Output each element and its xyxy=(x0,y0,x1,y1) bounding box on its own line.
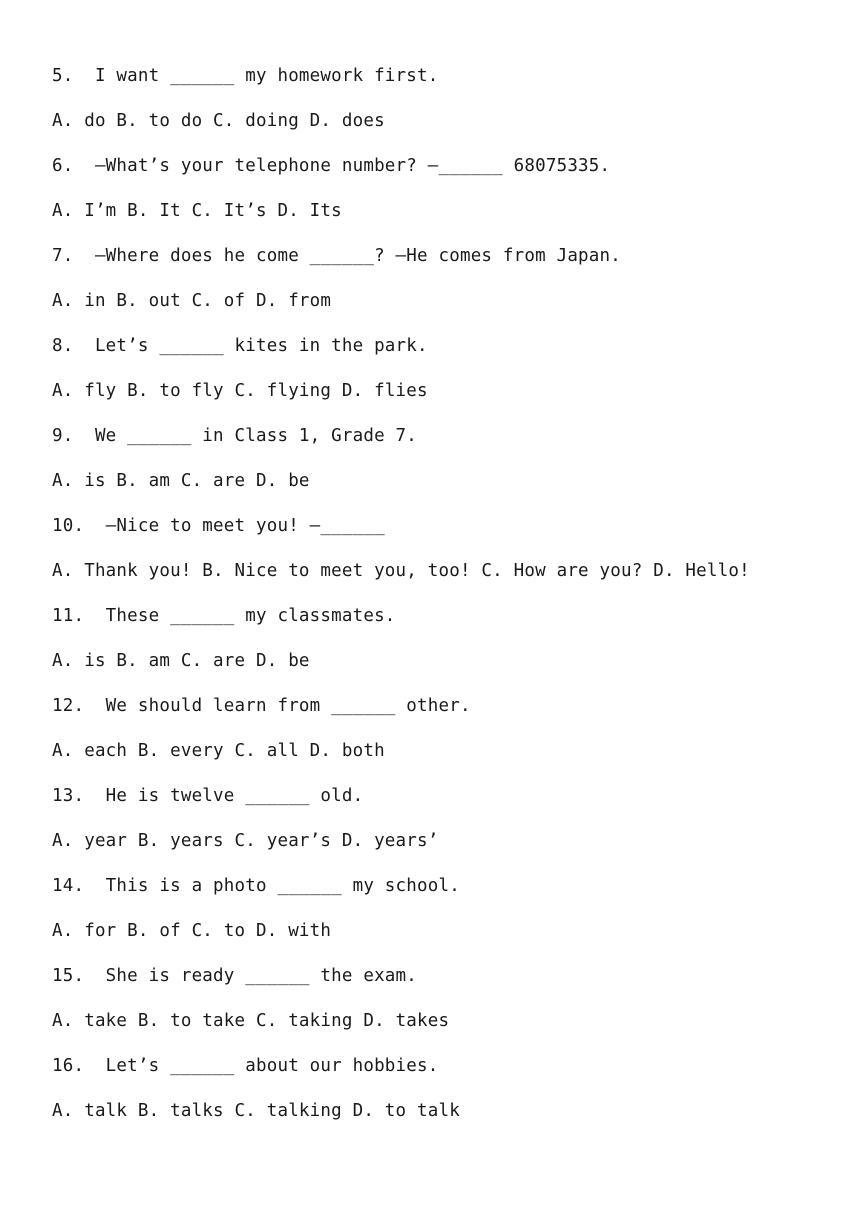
document-page xyxy=(52,61,842,1141)
question-item xyxy=(52,1051,842,1141)
question-item xyxy=(52,241,842,331)
question-stem: 11. These ______ my classmates. xyxy=(52,606,396,626)
question-item xyxy=(52,421,842,511)
question-stem: 13. He is twelve ______ old. xyxy=(52,786,364,806)
question-stem: 10. —Nice to meet you! —______ xyxy=(52,516,385,536)
question-item xyxy=(52,511,842,601)
question-options: A. in B. out C. of D. from xyxy=(52,291,332,311)
question-stem: 6. —What’s your telephone number? —______ 68075335. xyxy=(52,156,611,176)
question-options: A. I’m B. It C. It’s D. Its xyxy=(52,201,342,221)
question-item xyxy=(52,331,842,421)
question-options: A. each B. every C. all D. both xyxy=(52,741,385,761)
question-options: A. is B. am C. are D. be xyxy=(52,471,310,491)
question-stem: 5. I want ______ my homework first. xyxy=(52,66,439,86)
question-item xyxy=(52,691,842,781)
question-stem: 7. —Where does he come ______? —He comes from Japan. xyxy=(52,246,622,266)
question-item xyxy=(52,151,842,241)
question-item xyxy=(52,601,842,691)
question-item xyxy=(52,61,842,151)
question-stem: 16. Let’s ______ about our hobbies. xyxy=(52,1056,439,1076)
question-item xyxy=(52,781,842,871)
question-stem: 15. She is ready ______ the exam. xyxy=(52,966,418,986)
question-options: A. year B. years C. year’s D. years’ xyxy=(52,831,439,851)
question-stem: 14. This is a photo ______ my school. xyxy=(52,876,460,896)
question-options: A. take B. to take C. taking D. takes xyxy=(52,1011,450,1031)
question-options: A. is B. am C. are D. be xyxy=(52,651,310,671)
question-options: A. do B. to do C. doing D. does xyxy=(52,111,385,131)
question-stem: 12. We should learn from ______ other. xyxy=(52,696,471,716)
question-item xyxy=(52,871,842,961)
question-options: A. talk B. talks C. talking D. to talk xyxy=(52,1101,460,1121)
question-item xyxy=(52,961,842,1051)
question-stem: 9. We ______ in Class 1, Grade 7. xyxy=(52,426,418,446)
question-stem: 8. Let’s ______ kites in the park. xyxy=(52,336,428,356)
question-options: A. Thank you! B. Nice to meet you, too! C. How are you? D. Hello! xyxy=(52,561,750,581)
question-options: A. fly B. to fly C. flying D. flies xyxy=(52,381,428,401)
question-options: A. for B. of C. to D. with xyxy=(52,921,332,941)
